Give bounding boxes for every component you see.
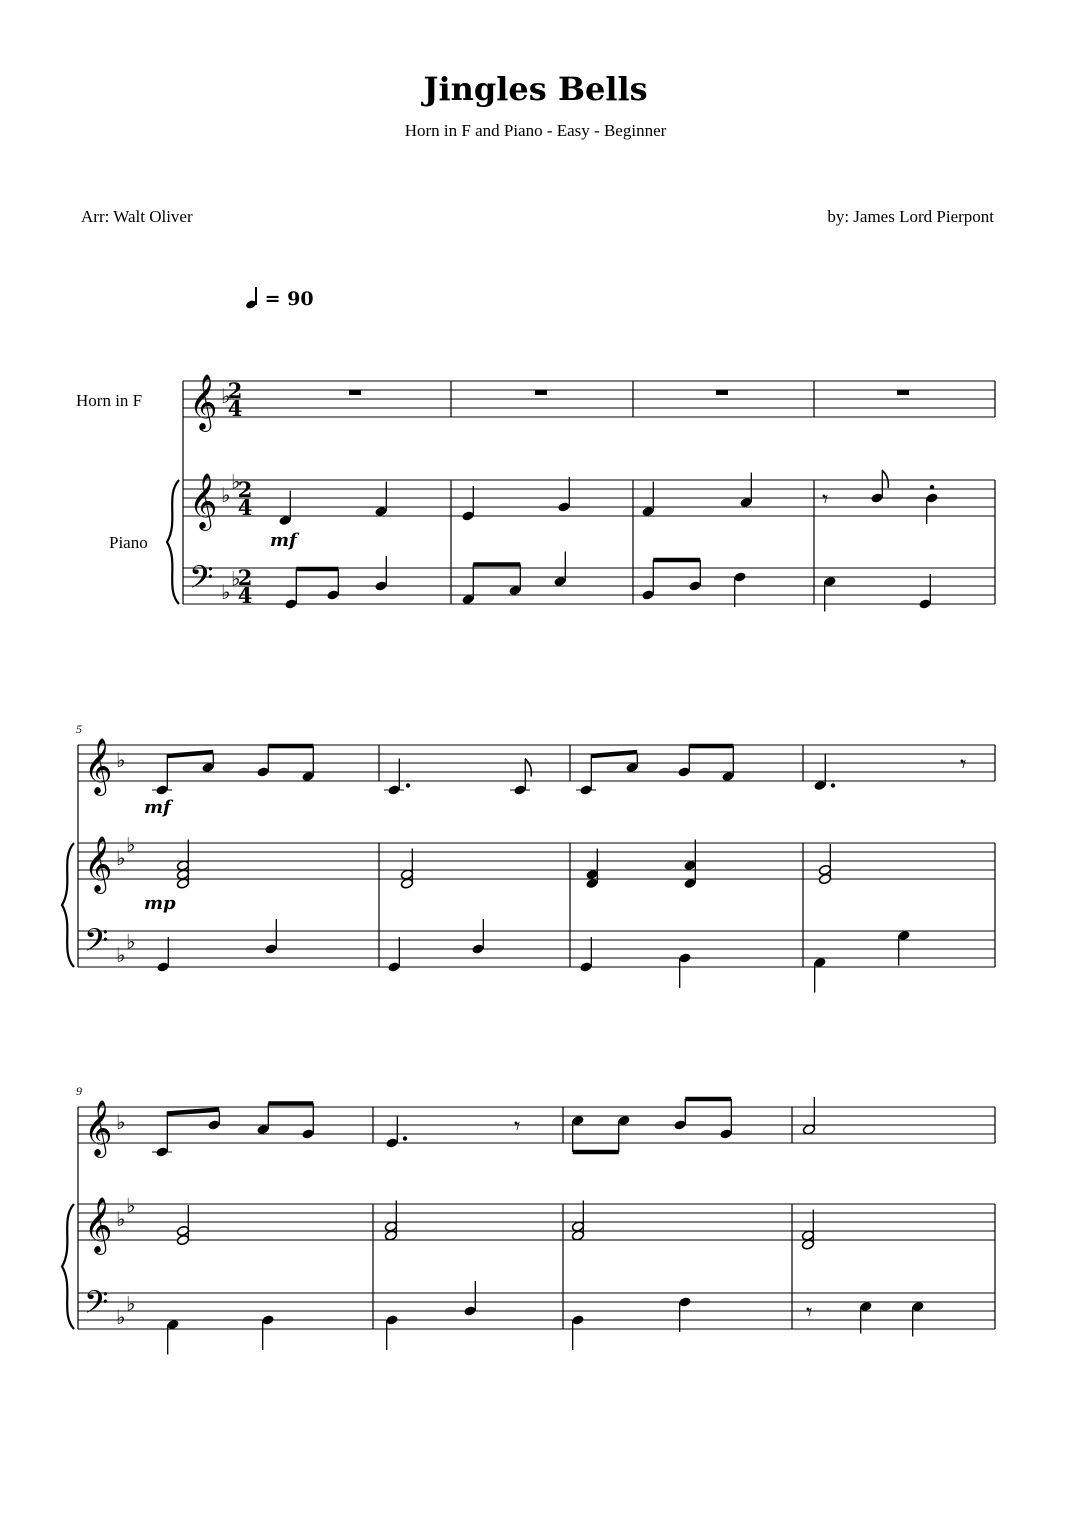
- treble-clef-icon: 𝄞: [84, 836, 113, 892]
- note-head: [802, 1124, 815, 1135]
- note-head: [508, 585, 521, 596]
- measure-number: 9: [76, 1084, 82, 1098]
- note-head: [719, 1128, 732, 1139]
- note-head: [374, 506, 387, 517]
- note-head: [463, 1305, 476, 1316]
- note-head: [201, 762, 214, 773]
- score-subtitle: Horn in F and Piano - Easy - Beginner: [404, 121, 667, 140]
- note-head: [471, 943, 484, 954]
- dynamic-mark: mf: [270, 530, 297, 551]
- piano-brace: [62, 843, 74, 967]
- chord-note: [801, 1239, 814, 1250]
- whole-rest: [716, 390, 728, 395]
- flat-icon: ♭: [126, 1193, 136, 1218]
- piano-brace: [62, 1204, 74, 1329]
- tempo-value: = 90: [264, 288, 314, 310]
- chord-note: [176, 860, 189, 871]
- bass-clef-icon: 𝄢: [84, 922, 109, 966]
- flat-icon: ♭: [116, 748, 126, 772]
- note-head: [677, 766, 690, 777]
- chord-note: [176, 1234, 189, 1245]
- time-signature-denominator: 4: [237, 583, 253, 608]
- bass-clef-icon: 𝄢: [189, 559, 214, 603]
- treble-clef-icon: 𝄞: [84, 1100, 113, 1156]
- eighth-flag: [525, 759, 531, 777]
- note-head: [166, 1319, 179, 1330]
- note-head: [301, 1128, 314, 1139]
- chord-note: [400, 878, 413, 889]
- note-head: [897, 930, 910, 941]
- whole-rest: [349, 390, 361, 395]
- flat-icon: ♭: [116, 1305, 126, 1329]
- flat-icon: ♭: [116, 1110, 126, 1134]
- augmentation-dot: [930, 485, 934, 489]
- eighth-rest: 𝄾: [960, 750, 967, 778]
- note-head: [374, 580, 387, 591]
- time-signature-numerator: 2: [237, 565, 253, 590]
- chord-note: [801, 1230, 814, 1241]
- note-head: [385, 1314, 398, 1325]
- flat-icon: ♭: [116, 846, 126, 870]
- augmentation-dot: [406, 783, 410, 787]
- arranger-credit: Arr: Walt Oliver: [81, 207, 193, 226]
- chord-note: [585, 878, 598, 889]
- dynamic-mark: mf: [144, 797, 171, 818]
- flat-icon: ♭: [116, 943, 126, 967]
- piano-brace: [167, 480, 179, 604]
- note-head: [326, 589, 339, 600]
- treble-clef-icon: 𝄞: [84, 738, 113, 794]
- note-head: [261, 1314, 274, 1325]
- eighth-rest: 𝄾: [822, 485, 829, 513]
- time-signature-denominator: 4: [227, 396, 243, 421]
- note-head: [284, 598, 297, 609]
- note-head: [387, 961, 400, 972]
- chord-note: [818, 873, 831, 884]
- time-signature-numerator: 2: [227, 378, 243, 403]
- note-head: [579, 961, 592, 972]
- note-head: [256, 766, 269, 777]
- note-head: [278, 515, 291, 526]
- instrument-label-piano: Piano: [109, 533, 148, 552]
- composer-credit: by: James Lord Pierpont: [827, 207, 994, 226]
- note-head: [617, 1115, 630, 1126]
- eighth-rest: 𝄾: [514, 1112, 521, 1140]
- note-head: [739, 497, 752, 508]
- note-head: [156, 961, 169, 972]
- note-head: [911, 1301, 924, 1312]
- flat-icon: ♭: [116, 1207, 126, 1231]
- note-head: [678, 1296, 691, 1307]
- chord-note: [571, 1221, 584, 1232]
- note-head: [721, 771, 734, 782]
- chord-note: [176, 869, 189, 880]
- note-head: [571, 1314, 584, 1325]
- note-head: [385, 1137, 398, 1148]
- note-head: [641, 506, 654, 517]
- time-signature-denominator: 4: [237, 495, 253, 520]
- chord-note: [176, 1225, 189, 1236]
- note-head: [571, 1115, 584, 1126]
- whole-rest: [897, 390, 909, 395]
- chord-note: [384, 1221, 397, 1232]
- flat-icon: ♭: [126, 929, 136, 954]
- note-head: [461, 594, 474, 605]
- note-head: [859, 1301, 872, 1312]
- score-title: Jingles Bells: [423, 70, 648, 108]
- note-head: [557, 501, 570, 512]
- bass-clef-icon: 𝄢: [84, 1284, 109, 1328]
- note-head: [823, 576, 836, 587]
- note-head: [264, 943, 277, 954]
- treble-clef-icon: 𝄞: [189, 374, 218, 430]
- eighth-rest: 𝄾: [806, 1298, 813, 1326]
- note-head: [918, 598, 931, 609]
- flat-icon: ♭: [126, 832, 136, 857]
- flat-icon: ♭: [221, 580, 231, 604]
- note-head: [678, 952, 691, 963]
- note-head: [461, 510, 474, 521]
- note-head: [207, 1119, 220, 1130]
- chord-note: [400, 869, 413, 880]
- chord-note: [176, 878, 189, 889]
- measure-number: 5: [76, 722, 82, 736]
- treble-clef-icon: 𝄞: [189, 473, 218, 529]
- note-head: [733, 571, 746, 582]
- note-head: [925, 492, 938, 503]
- chord-note: [683, 860, 696, 871]
- chord-note: [683, 878, 696, 889]
- flat-icon: ♭: [126, 1291, 136, 1316]
- note-head: [870, 492, 883, 503]
- dynamic-mark: mp: [144, 893, 176, 914]
- note-head: [301, 771, 314, 782]
- flat-icon: ♭: [231, 566, 241, 591]
- note-head: [553, 576, 566, 587]
- treble-clef-icon: 𝄞: [84, 1197, 113, 1253]
- flat-icon: ♭: [231, 469, 241, 494]
- eighth-flag: [882, 470, 888, 488]
- flat-icon: ♭: [221, 384, 231, 408]
- note-beam: [591, 752, 637, 756]
- time-signature-numerator: 2: [237, 477, 253, 502]
- chord-note: [585, 869, 598, 880]
- note-beam: [167, 1110, 219, 1114]
- note-head: [641, 589, 654, 600]
- note-head: [673, 1119, 686, 1130]
- note-head: [813, 957, 826, 968]
- note-head: [688, 580, 701, 591]
- note-beam: [167, 752, 213, 756]
- note-head: [625, 762, 638, 773]
- chord-note: [384, 1230, 397, 1241]
- instrument-label-horn: Horn in F: [76, 391, 143, 410]
- note-head: [813, 780, 826, 791]
- note-head: [256, 1124, 269, 1135]
- chord-note: [818, 864, 831, 875]
- flat-icon: ♭: [221, 483, 231, 507]
- augmentation-dot: [403, 1136, 407, 1140]
- chord-note: [571, 1230, 584, 1241]
- whole-rest: [535, 390, 547, 395]
- augmentation-dot: [831, 783, 835, 787]
